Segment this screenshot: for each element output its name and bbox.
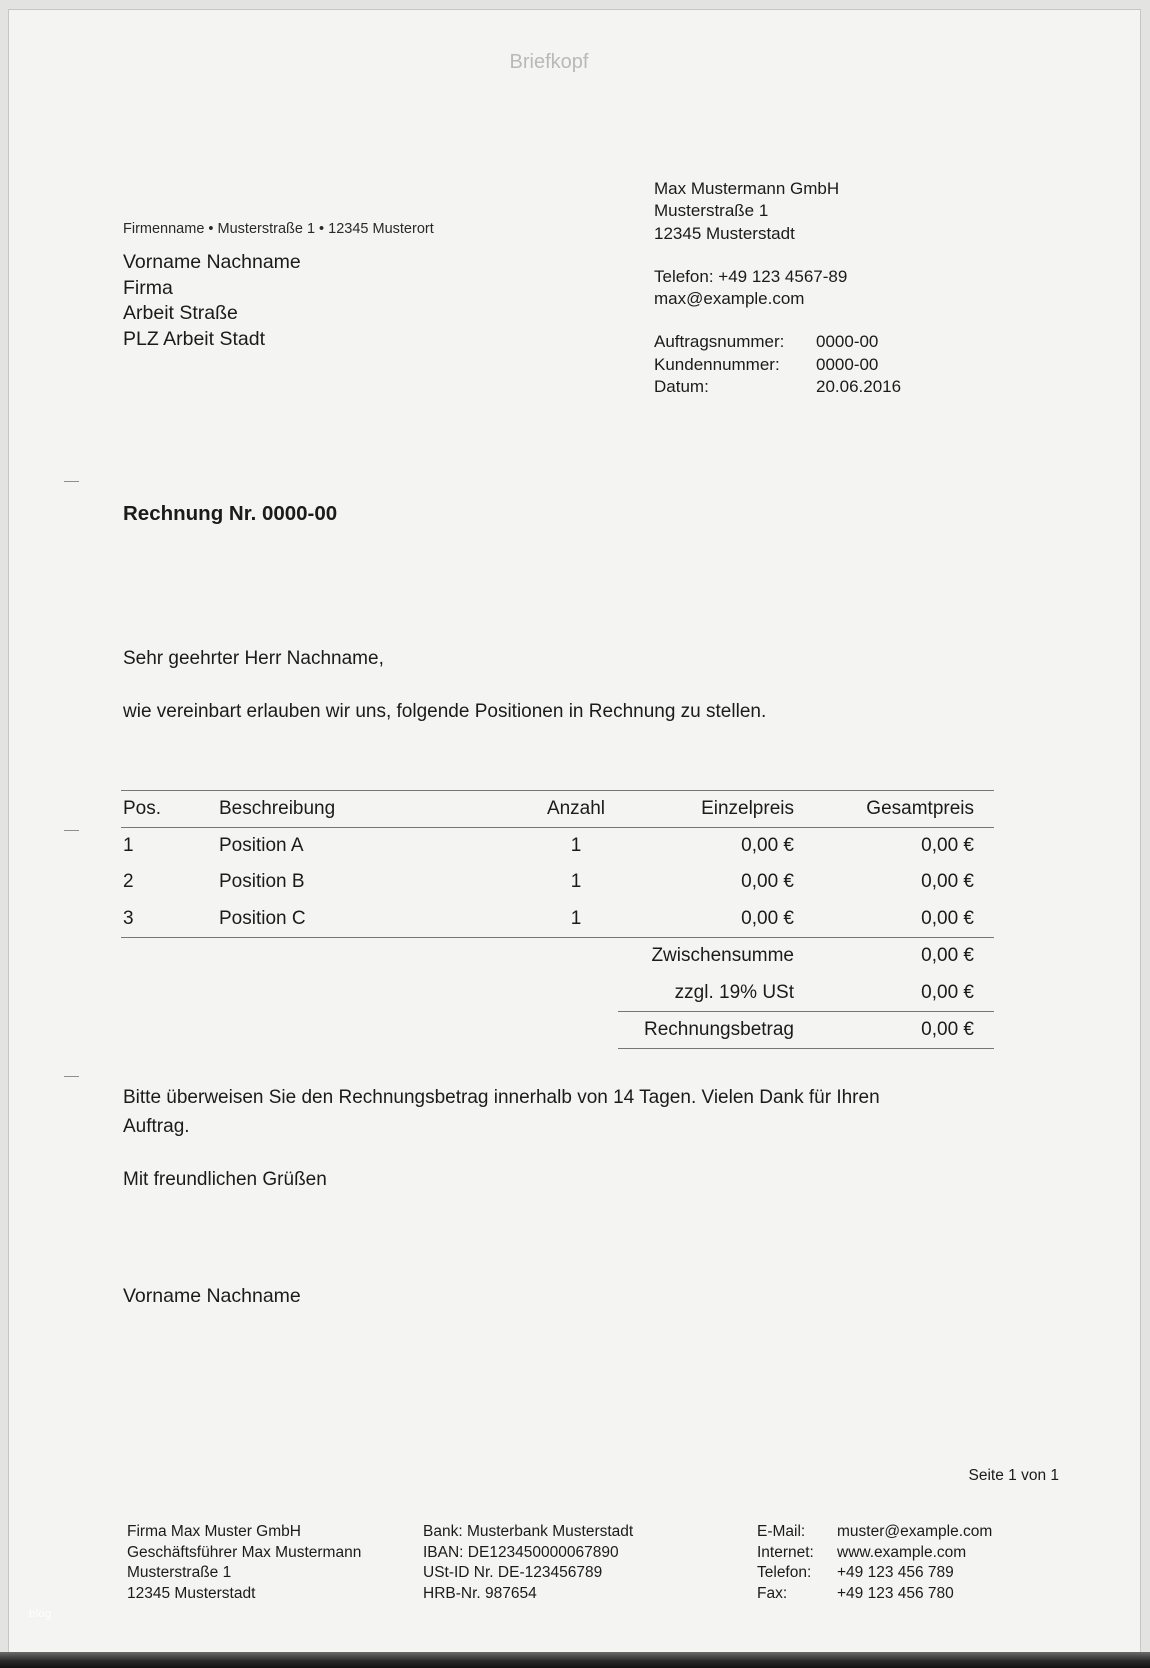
cell-pos: 3 (123, 907, 134, 929)
corner-watermark: blog (29, 1608, 52, 1620)
table-row (121, 864, 994, 900)
footer-internet-row (757, 1543, 992, 1564)
footer-bank: Bank: Musterbank Musterstadt (423, 1523, 634, 1540)
invoice-meta (654, 331, 901, 398)
footer-email-label: E-Mail: (757, 1523, 806, 1540)
company-contact (654, 266, 901, 311)
cell-total-price: 0,00 € (921, 871, 974, 893)
cell-pos: 2 (123, 871, 134, 893)
header-description: Beschreibung (219, 798, 336, 819)
closing-paragraph (123, 1083, 1043, 1141)
company-address (654, 178, 901, 245)
sender-return-line: Firmenname • Musterstraße 1 • 12345 Musterort (123, 221, 434, 237)
table-body (121, 828, 994, 938)
punch-mark-center (64, 830, 79, 831)
header-total-price: Gesamtpreis (866, 798, 974, 819)
footer-city: 12345 Musterstadt (127, 1585, 256, 1603)
meta-row-date (654, 376, 901, 398)
footer-internet-value: www.example.com (837, 1543, 967, 1561)
total-rule-bottom (618, 1048, 994, 1049)
cell-unit-price: 0,00 € (741, 871, 794, 893)
cell-total-price: 0,00 € (921, 835, 974, 857)
footer-vat-id: USt-ID Nr. DE-123456789 (423, 1564, 603, 1582)
footer-internet-label: Internet: (757, 1543, 814, 1561)
grand-total-label: Rechnungsbetrag (644, 1019, 794, 1041)
cell-description: Position C (219, 907, 306, 929)
greeting-line: Sehr geehrter Herr Nachname, (123, 648, 384, 669)
meta-row-order-number (654, 331, 901, 353)
cell-total-price: 0,00 € (921, 907, 974, 929)
salutation-line: Mit freundlichen Grüßen (123, 1169, 327, 1190)
fold-mark-bottom (64, 1076, 79, 1077)
grand-total-row (121, 1012, 994, 1049)
page-number: Seite 1 von 1 (968, 1467, 1059, 1484)
footer-email-row (757, 1522, 992, 1543)
signature-name: Vorname Nachname (123, 1285, 301, 1307)
table-row (121, 828, 994, 864)
recipient-city: PLZ Arbeit Stadt (123, 328, 265, 351)
meta-label: Auftragsnummer: (654, 332, 785, 352)
header-unit-price: Einzelpreis (701, 798, 794, 819)
subtotal-label: Zwischensumme (651, 945, 794, 967)
company-name: Max Mustermann GmbH (654, 179, 840, 198)
meta-label: Datum: (654, 377, 709, 397)
cell-pos: 1 (123, 835, 134, 857)
footer-company-column (127, 1522, 361, 1605)
meta-value: 0000-00 (816, 354, 879, 374)
footer-phone-row (757, 1563, 992, 1584)
intro-line: wie vereinbart erlauben wir uns, folgende Positionen in Rechnung zu stellen. (123, 701, 767, 722)
recipient-company: Firma (123, 276, 173, 299)
cell-quantity: 1 (570, 871, 582, 893)
company-phone: Telefon: +49 123 4567-89 (654, 266, 848, 286)
cell-description: Position A (219, 835, 304, 857)
subtotal-row (121, 938, 994, 975)
footer-email-value: muster@example.com (837, 1523, 993, 1540)
footer-bank-column (423, 1522, 633, 1605)
vat-label: zzgl. 19% USt (674, 982, 794, 1004)
cell-description: Position B (219, 871, 305, 893)
meta-value: 20.06.2016 (816, 377, 902, 397)
company-email: max@example.com (654, 289, 805, 309)
meta-label: Kundennummer: (654, 354, 780, 374)
vat-value: 0,00 € (921, 982, 974, 1004)
footer-phone-label: Telefon: (757, 1564, 812, 1582)
cell-quantity: 1 (570, 907, 582, 929)
grand-total-value: 0,00 € (921, 1019, 974, 1041)
recipient-street: Arbeit Straße (123, 302, 238, 325)
company-info-block (654, 178, 901, 398)
footer-iban: IBAN: DE123450000067890 (423, 1543, 619, 1561)
footer-contact-column (757, 1522, 992, 1605)
fold-mark-top (64, 481, 79, 482)
cell-quantity: 1 (570, 835, 582, 857)
closing-line-1: Bitte überweisen Sie den Rechnungsbetrag innerhalb von 14 Tagen. Vielen Dank für Ihren (123, 1087, 880, 1108)
footer-company-name: Firma Max Muster GmbH (127, 1523, 301, 1540)
header-pos: Pos. (123, 798, 162, 819)
invoice-page (8, 9, 1141, 1656)
total-rule-top (618, 1011, 994, 1012)
footer-fax-value: +49 123 456 780 (837, 1585, 954, 1603)
footer-fax-label: Fax: (757, 1585, 788, 1603)
company-city: 12345 Musterstadt (654, 223, 795, 243)
cell-unit-price: 0,00 € (741, 835, 794, 857)
closing-line-2: Auftrag. (123, 1116, 190, 1137)
bottom-bar (0, 1652, 1150, 1668)
footer-phone-value: +49 123 456 789 (837, 1564, 954, 1582)
footer-fax-row (757, 1584, 992, 1605)
subtotal-value: 0,00 € (921, 945, 974, 967)
table-row (121, 901, 994, 937)
invoice-title: Rechnung Nr. 0000-00 (123, 502, 338, 525)
meta-value: 0000-00 (816, 332, 879, 352)
cell-unit-price: 0,00 € (741, 907, 794, 929)
footer-street: Musterstraße 1 (127, 1564, 232, 1582)
meta-row-customer-number (654, 354, 901, 376)
vat-row (121, 975, 994, 1012)
company-street: Musterstraße 1 (654, 201, 769, 221)
header-quantity: Anzahl (546, 798, 606, 819)
footer-hrb: HRB-Nr. 987654 (423, 1585, 537, 1603)
recipient-address (123, 250, 301, 353)
footer-managing-director: Geschäftsführer Max Mustermann (127, 1543, 362, 1561)
briefkopf-watermark: Briefkopf (509, 51, 589, 73)
table-header-row (121, 790, 994, 828)
items-table (121, 790, 994, 1049)
recipient-name: Vorname Nachname (123, 251, 301, 273)
